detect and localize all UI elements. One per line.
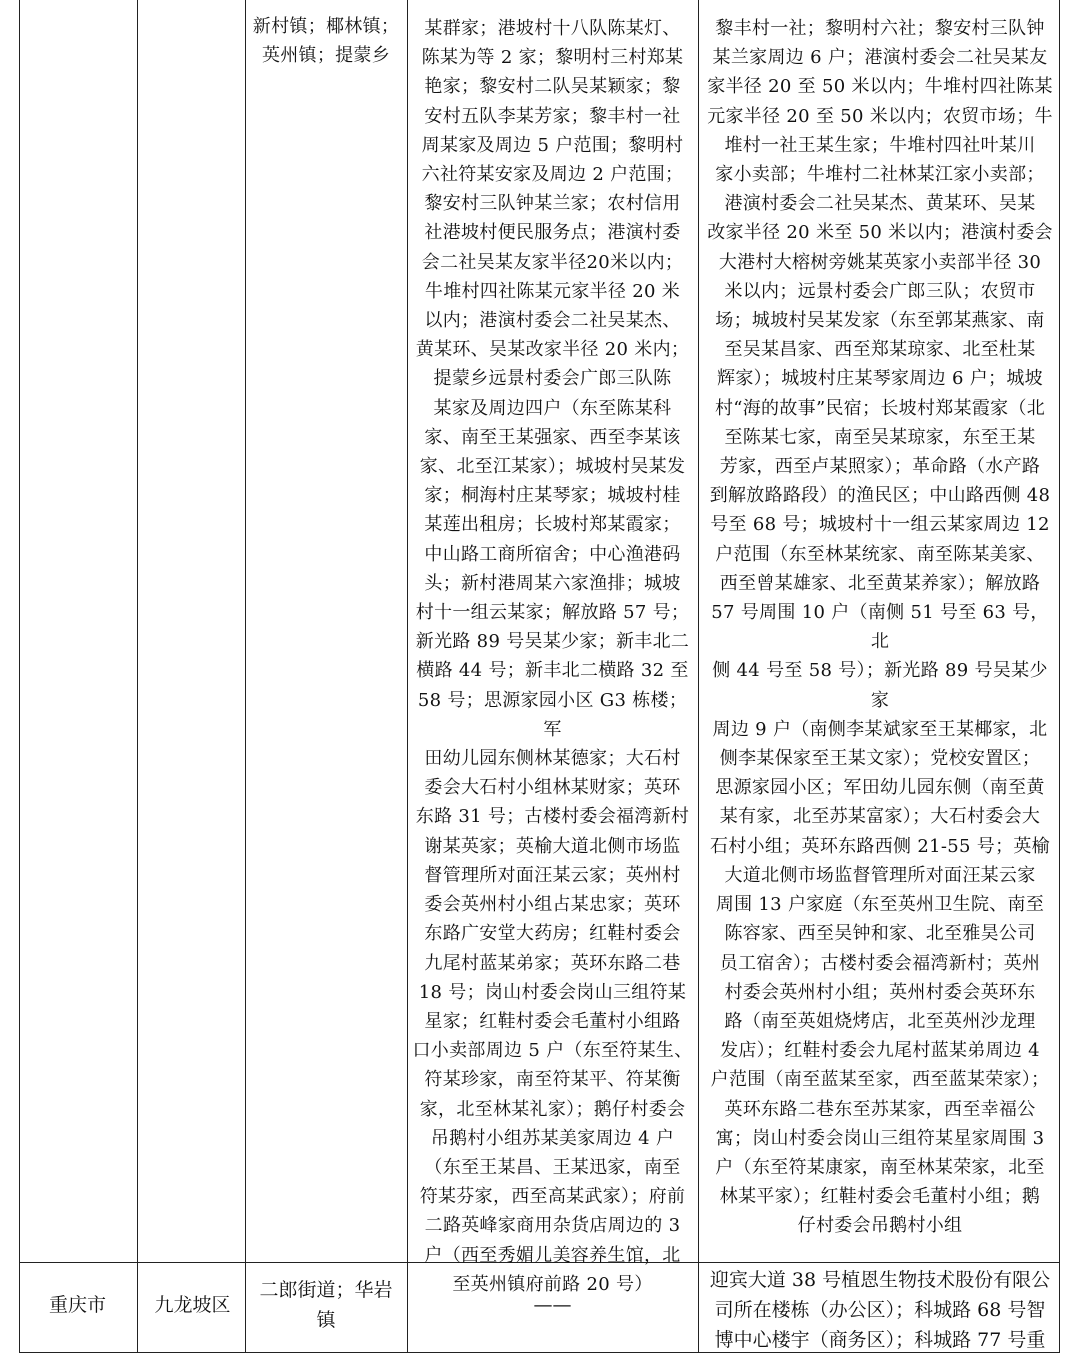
- row2-township-cell: 二郎街道；华岩 镇: [259, 1279, 393, 1331]
- table-border-left: [19, 0, 20, 1353]
- row2-district-cell: 九龙坡区: [154, 1294, 231, 1316]
- column-divider-4: [698, 0, 699, 1353]
- row1-high-risk-cell: 某群家；港坡村十八队陈某灯、 陈某为等 2 家；黎明村三村郑某 艳家；黎安村二队吴某颖家；黎 安村五队李某芳家；黎丰村一社 周某家及周边 5 户范围；黎明村 六社符某安家及周边 2 户范围； 黎安村三队钟某兰家；农村信用 社港坡村便民服务点；港演村委 会二社吴某友家半径20米以内； 牛堆村四社陈某元家半径 20 米 以内；港演村委会二社吴某杰、 黄某环、吴某改家半径 20 米内； 提蒙乡远景村委会广郎三队陈 某家及周边四户（东至陈某科 家、南至王某强家、西至李某该 家、北至江某家）；城坡村吴某发 家；桐海村庄某琴家；城坡村桂 某莲出租房；长坡村郑某霞家； 中山路工商所宿舍；中心渔港码 头；新村港周某六家渔排；城坡 村十一组云某家；解放路 57 号； 新光路 89 号吴某少家；新丰北二 横路 44 号；新丰北二横路 32 至 58 号；思源家园小区 G3 栋楼；军 田幼儿园东侧林某德家；大石村 委会大石村小组林某财家；英环 东路 31 号；古楼村委会福湾新村 谢某英家；英榆大道北侧市场监 督管理所对面汪某云家；英州村 委会英州村小组占某忠家；英环 东路广安堂大药房；红鞋村委会 九尾村蓝某弟家；英环东路二巷 18 号；岗山村委会岗山三组符某 星家；红鞋村委会毛董村小组路 口小卖部周边 5 户（东至符某生、 符某珍家，南至符某平、符某衡 家，北至林某礼家）；鹅仔村委会 吊鹅村小组苏某美家周边 4 户 （东至王某昌、王某迅家，南至 符某芬家，西至高某武家）；府前 二路英峰家商用杂货店周边的 3 户（西至秀媚儿美容养生馆，北 至英州镇府前路 20 号）: [412, 18, 693, 1295]
- column-divider-1: [137, 0, 138, 1353]
- column-divider-2: [245, 0, 246, 1353]
- row2-high-risk-cell: ——: [533, 1294, 572, 1316]
- row1-township-cell: 新村镇；椰林镇； 英州镇；提蒙乡: [252, 16, 400, 67]
- row2-city-cell: 重庆市: [48, 1294, 106, 1316]
- row1-medium-risk-cell: 黎丰村一社；黎明村六社；黎安村三队钟 某兰家周边 6 户；港演村委会二社吴某友 家半径 20 至 50 米以内；牛堆村四社陈某 元家半径 20 至 50 米以内；农贸市场；牛 堆村一社王某生家；牛堆村四社叶某川 家小卖部；牛堆村二社林某江家小卖部； 港演村委会二社吴某杰、黄某环、吴某 改家半径 20 米至 50 米以内；港演村委会 大港村大榕树旁姚某英家小卖部半径 30 米以内；远景村委会广郎三队；农贸市 场；城坡村吴某发家（东至郭某燕家、南 至吴某昌家、西至郑某琼家、北至杜某 辉家）；城坡村庄某琴家周边 6 户；城坡 村“海的故事”民宿；长坡村郑某霞家（北 至陈某七家，南至吴某琼家，东至王某 芳家，西至卢某照家）；革命路（水产路 到解放路路段）的渔民区；中山路西侧 48 号至 68 号；城坡村十一组云某家周边 12 户范围（东至林某统家、南至陈某美家、 西至曾某雄家、北至黄某养家）；解放路 57 号周围 10 户（南侧 51 号至 63 号，北 侧 44 号至 58 号）；新光路 89 号吴某少家 周边 9 户（南侧李某斌家至王某椰家，北 侧李某保家至王某文家）；党校安置区； 思源家园小区；军田幼儿园东侧（南至黄 某有家，北至苏某富家）；大石村委会大 石村小组；英环东路西侧 21-55 号；英榆 大道北侧市场监督管理所对面汪某云家 周围 13 户家庭（东至英州卫生院、南至 陈容家、西至吴钟和家、北至雅昊公司 员工宿舍）；古楼村委会福湾新村；英州 村委会英州村小组；英州村委会英环东 路（南至英姐烧烤店，北至英州沙龙理 发店）；红鞋村委会九尾村蓝某弟周边 4 户范围（南至蓝某至家，西至蓝某荣家）； 英环东路二巷东至苏某家，西至幸福公 寓；岗山村委会岗山三组符某星家周围 3 户（东至符某康家，南至林某荣家，北至 林某平家）；红鞋村委会毛董村小组；鹅 仔村委会吊鹅村小组: [707, 18, 1053, 1237]
- column-divider-3: [407, 0, 408, 1353]
- table-border-right: [1059, 0, 1060, 1353]
- row2-medium-risk-cell: 迎宾大道 38 号植恩生物技术股份有限公 司所在楼栋（办公区）；科城路 68 号智 博中心楼宇（商务区）；科城路 77 号重: [709, 1269, 1051, 1351]
